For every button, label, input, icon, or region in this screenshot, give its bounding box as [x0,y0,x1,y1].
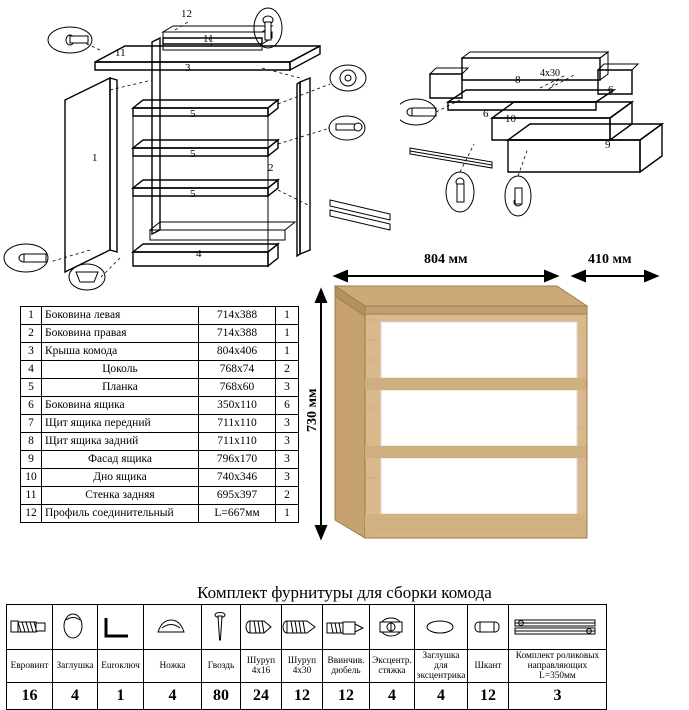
callout-1: 1 [92,152,98,164]
kit-name-screw-4x16 [241,650,282,683]
part-no: 3 [21,343,42,361]
cam-cap-icon [415,605,468,650]
part-name: Цоколь [42,361,199,379]
part-qty: 1 [276,343,299,361]
kit-count-dowel: 12 [468,683,509,710]
callout-5-a: 5 [190,108,196,120]
screw-4x30-line2: 4х30 [292,666,312,676]
kit-count-cam-cap: 4 [415,683,468,710]
part-name: Планка [42,379,199,397]
kit-count-cap: 4 [53,683,98,710]
table-row [21,307,299,325]
part-qty: 3 [276,469,299,487]
part-qty: 2 [276,361,299,379]
table-row [21,397,299,415]
kit-count-screw-4x16: 24 [241,683,282,710]
slide-rails-icon [509,605,607,650]
parts-table-body [21,307,299,523]
table-row [21,469,299,487]
drawer-callout-8: 8 [515,74,521,86]
part-name: Щит ящика задний [42,433,199,451]
kit-name-euro-key: Euroключ [98,650,144,683]
kit-count-leg: 4 [144,683,202,710]
kit-icons-row [7,605,607,650]
cam-lock-line2: стяжка [378,666,406,676]
rails-line1: Комплект роликовых [515,651,600,661]
part-no: 5 [21,379,42,397]
part-qty: 3 [276,415,299,433]
table-row [21,379,299,397]
part-qty: 3 [276,451,299,469]
part-qty: 1 [276,325,299,343]
part-name: Щит ящика передний [42,415,199,433]
leg-icon [144,605,202,650]
part-size: 711х110 [199,415,276,433]
part-size: 796х170 [199,451,276,469]
part-size: 714х388 [199,307,276,325]
part-size: 740х346 [199,469,276,487]
kit-count-dowel-screw: 12 [323,683,370,710]
part-name: Стенка задняя [42,487,199,505]
dowel-screw-line2: дюбель [331,666,361,676]
part-size: 768х74 [199,361,276,379]
part-no: 6 [21,397,42,415]
drawer-callout-9: 9 [605,139,611,151]
kit-name-nail: Гвоздь [202,650,241,683]
cap-icon [53,605,98,650]
euro-key-icon [98,605,144,650]
part-no: 7 [21,415,42,433]
part-name: Фасад ящика [42,451,199,469]
part-qty: 3 [276,433,299,451]
kit-title: Комплект фурнитуры для сборки комода [197,583,492,602]
screw-4x16-line1: Шуруп [246,656,276,666]
table-row [21,415,299,433]
part-qty: 1 [276,307,299,325]
callout-3: 3 [185,62,191,74]
part-size: 350х110 [199,397,276,415]
part-size: 804х406 [199,343,276,361]
kit-name-cam-lock [370,650,415,683]
part-name: Профиль соединительный [42,505,199,523]
part-size: 768х60 [199,379,276,397]
part-no: 1 [21,307,42,325]
nail-icon [202,605,241,650]
part-size: 695х397 [199,487,276,505]
part-name: Крыша комода [42,343,199,361]
part-size: 711х110 [199,433,276,451]
callout-11-left: 11 [115,47,126,59]
kit-name-dowel-screw [323,650,370,683]
table-row [21,361,299,379]
kit-count-euro-screw: 16 [7,683,53,710]
kit-name-screw-4x30 [282,650,323,683]
part-qty: 1 [276,505,299,523]
part-no: 4 [21,361,42,379]
kit-name-cap: Заглушка [53,650,98,683]
kit-name-rails [509,650,607,683]
part-no: 12 [21,505,42,523]
screw-4x16-line2: 4х16 [251,666,271,676]
table-row [21,433,299,451]
part-no: 11 [21,487,42,505]
drawer-callout-10: 10 [505,113,516,125]
table-row [21,451,299,469]
part-no: 10 [21,469,42,487]
callout-11-right: 11 [203,33,214,45]
kit-names-row [7,650,607,683]
screw-4x30-line1: Шуруп [287,656,317,666]
callout-2: 2 [268,162,274,174]
part-qty: 6 [276,397,299,415]
part-size: L=667мм [199,505,276,523]
table-row [21,343,299,361]
part-no: 8 [21,433,42,451]
screw-4x30-icon [282,605,323,650]
drawer-callout-screw-size: 4х30 [540,68,560,79]
dowel-screw-line1: Ввинчив. [327,656,365,666]
screw-4x16-icon [241,605,282,650]
kit-name-euro-screw: Евровинт [7,650,53,683]
part-name: Дно ящика [42,469,199,487]
cam-cap-line1: Заглушка для [422,651,460,671]
kit-name-leg: Ножка [144,650,202,683]
part-qty: 3 [276,379,299,397]
cam-lock-line1: Эксцентр. [372,656,412,666]
part-size: 714х388 [199,325,276,343]
kit-count-nail: 80 [202,683,241,710]
rails-line2: направляющих L=350мм [527,661,588,681]
dowel-screw-icon [323,605,370,650]
drawer-callout-6-right: 6 [608,84,614,96]
callout-4: 4 [196,248,202,260]
kit-counts-row [7,683,607,710]
table-row [21,505,299,523]
callout-5-c: 5 [190,188,196,200]
kit-count-euro-key: 1 [98,683,144,710]
product-render [305,248,685,568]
cam-cap-line2: эксцентрика [416,671,466,681]
part-no: 9 [21,451,42,469]
kit-count-screw-4x30: 12 [282,683,323,710]
dimension-width: 804 мм [424,252,468,267]
part-no: 2 [21,325,42,343]
drawer-callout-6-left: 6 [483,108,489,120]
callout-5-b: 5 [190,148,196,160]
hardware-kit-table [6,604,607,710]
kit-count-cam-lock: 4 [370,683,415,710]
kit-name-cam-cap [415,650,468,683]
callout-12: 12 [181,8,192,20]
table-row [21,487,299,505]
cam-lock-icon [370,605,415,650]
part-qty: 2 [276,487,299,505]
dowel-icon [468,605,509,650]
part-name: Боковина левая [42,307,199,325]
parts-table [20,306,299,523]
table-row [21,325,299,343]
dimension-depth: 410 мм [588,252,632,267]
kit-name-dowel: Шкант [468,650,509,683]
part-name: Боковина ящика [42,397,199,415]
part-name: Боковина правая [42,325,199,343]
kit-count-rails: 3 [509,683,607,710]
euro-screw-icon [7,605,53,650]
dimension-height: 730 мм [305,388,320,432]
